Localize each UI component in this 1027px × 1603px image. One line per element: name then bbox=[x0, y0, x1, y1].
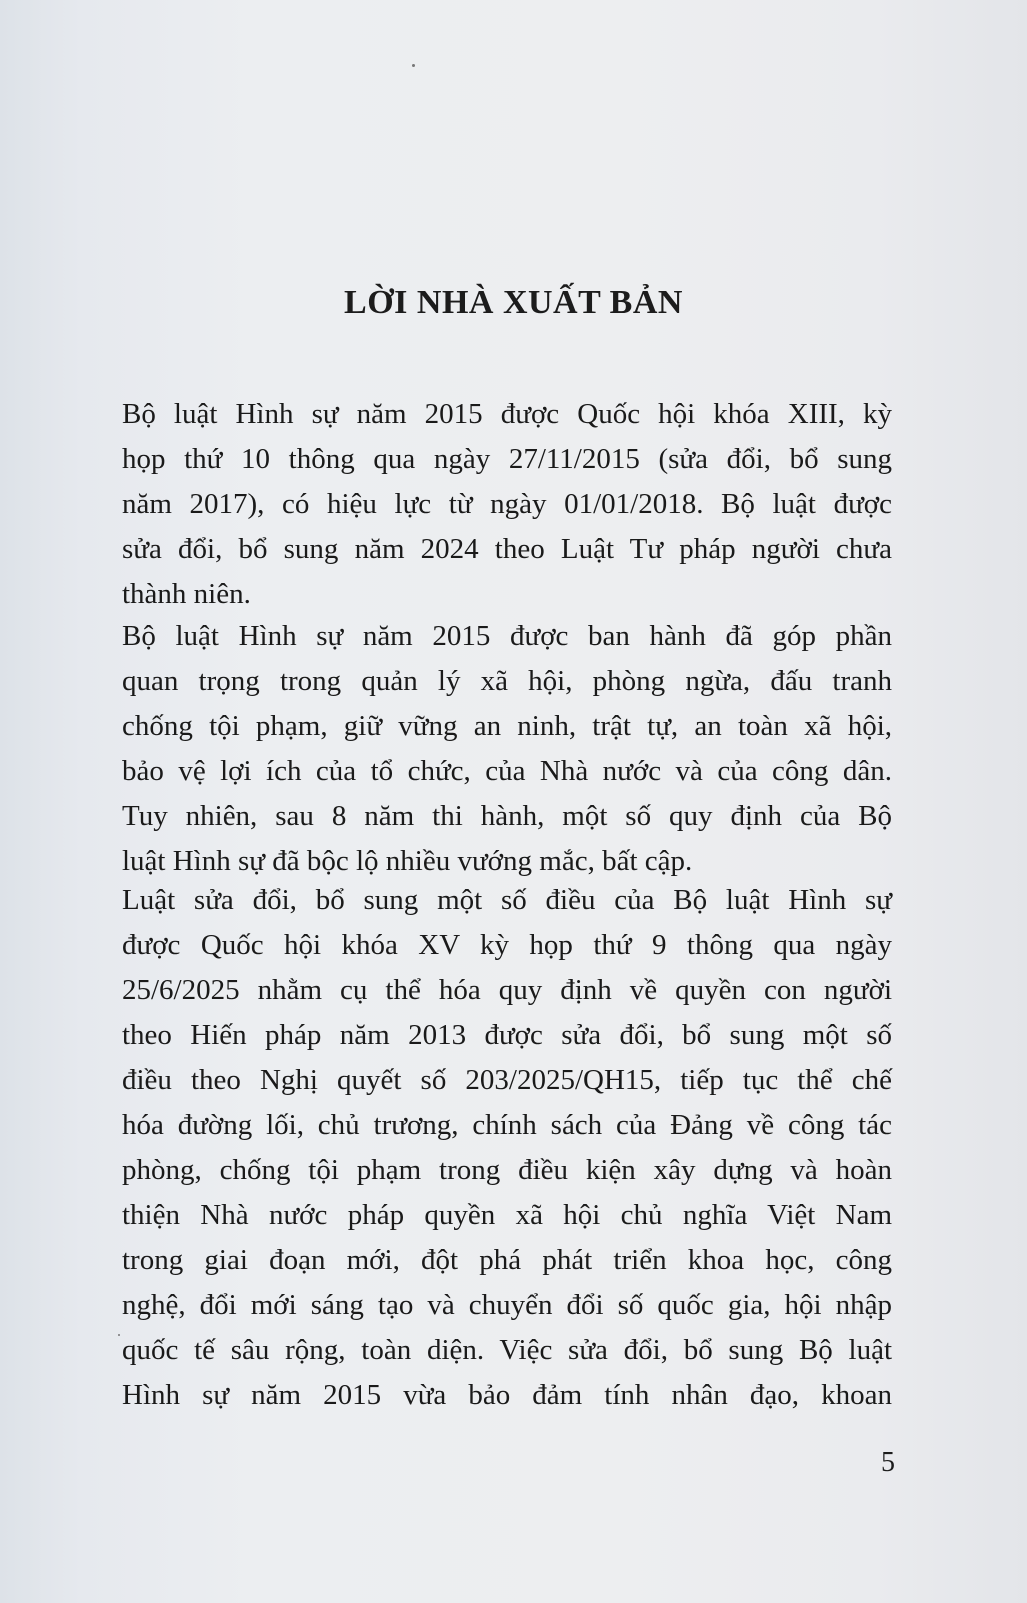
text-line: quan trọng trong quản lý xã hội, phòng ngừa, đấu tranh bbox=[122, 665, 892, 697]
paragraph-2 bbox=[122, 614, 892, 884]
text-line: thành niên. bbox=[122, 578, 251, 610]
text-line: phòng, chống tội phạm trong điều kiện xây dựng và hoàn bbox=[122, 1154, 892, 1186]
text-line: thiện Nhà nước pháp quyền xã hội chủ nghĩa Việt Nam bbox=[122, 1199, 892, 1231]
text-line: 25/6/2025 nhằm cụ thể hóa quy định về quyền con người bbox=[122, 974, 892, 1006]
text-line: quốc tế sâu rộng, toàn diện. Việc sửa đổi, bổ sung Bộ luật bbox=[122, 1334, 892, 1366]
text-line: điều theo Nghị quyết số 203/2025/QH15, tiếp tục thể chế bbox=[122, 1064, 892, 1096]
text-line: Bộ luật Hình sự năm 2015 được Quốc hội khóa XIII, kỳ bbox=[122, 398, 892, 430]
text-line: nghệ, đổi mới sáng tạo và chuyển đổi số quốc gia, hội nhập bbox=[122, 1289, 892, 1321]
text-line: luật Hình sự đã bộc lộ nhiều vướng mắc, bất cập. bbox=[122, 845, 693, 877]
page-number: 5 bbox=[881, 1447, 895, 1478]
page-title: LỜI NHÀ XUẤT BẢN bbox=[344, 284, 683, 321]
text-line: được Quốc hội khóa XV kỳ họp thứ 9 thông qua ngày bbox=[122, 929, 892, 961]
text-line: năm 2017), có hiệu lực từ ngày 01/01/2018. Bộ luật được bbox=[122, 488, 892, 520]
text-line: Luật sửa đổi, bổ sung một số điều của Bộ luật Hình sự bbox=[122, 884, 892, 916]
text-line: họp thứ 10 thông qua ngày 27/11/2015 (sửa đổi, bổ sung bbox=[122, 443, 892, 475]
text-line: Bộ luật Hình sự năm 2015 được ban hành đã góp phần bbox=[122, 620, 892, 652]
paragraph-1 bbox=[122, 392, 892, 617]
paper-speck bbox=[412, 64, 415, 67]
text-line: Hình sự năm 2015 vừa bảo đảm tính nhân đạo, khoan bbox=[122, 1379, 892, 1411]
text-line: Tuy nhiên, sau 8 năm thi hành, một số quy định của Bộ bbox=[122, 800, 892, 832]
paragraph-3 bbox=[122, 878, 892, 1418]
text-line: theo Hiến pháp năm 2013 được sửa đổi, bổ sung một số bbox=[122, 1019, 892, 1051]
text-line: hóa đường lối, chủ trương, chính sách của Đảng về công tác bbox=[122, 1109, 892, 1141]
text-line: bảo vệ lợi ích của tổ chức, của Nhà nước và của công dân. bbox=[122, 755, 892, 787]
text-line: sửa đổi, bổ sung năm 2024 theo Luật Tư pháp người chưa bbox=[122, 533, 892, 565]
paper-speck bbox=[118, 1334, 120, 1336]
text-line: chống tội phạm, giữ vững an ninh, trật tự, an toàn xã hội, bbox=[122, 710, 892, 742]
text-line: trong giai đoạn mới, đột phá phát triển khoa học, công bbox=[122, 1244, 892, 1276]
